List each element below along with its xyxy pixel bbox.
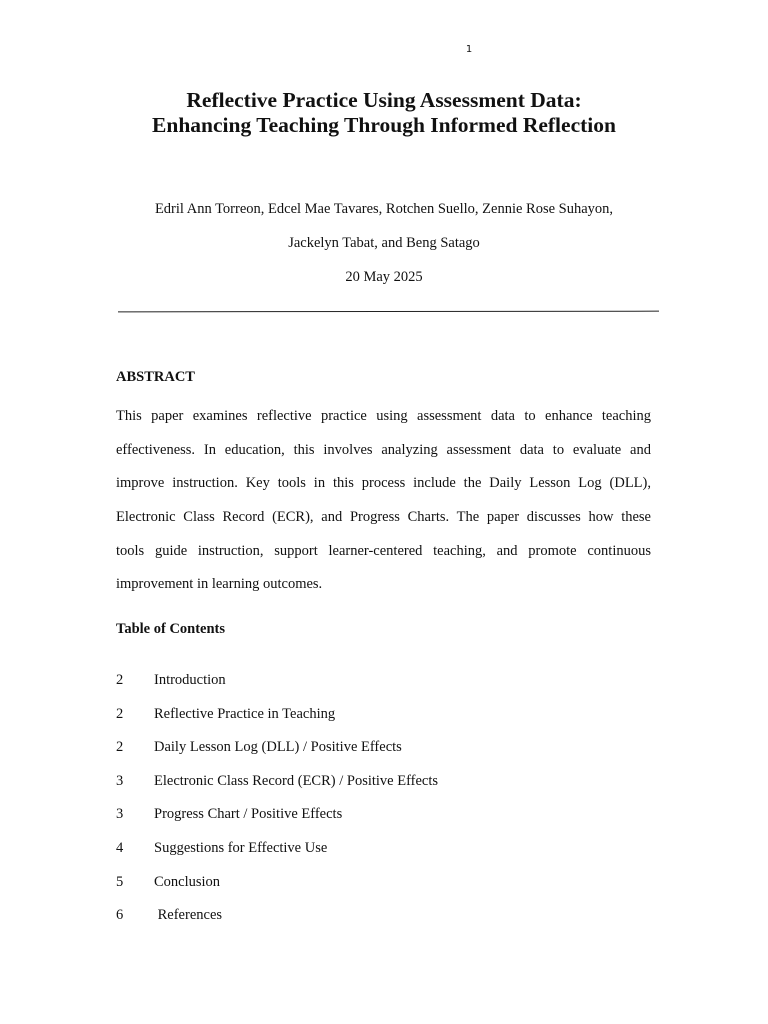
abstract-line: Electronic Class Record (ECR), and Progress Charts. The paper discusses how these: [116, 509, 651, 526]
toc-entry-page: 2: [116, 672, 124, 688]
abstract-line: improve instruction. Key tools in this process include the Daily Lesson Log (DLL),: [116, 475, 651, 492]
paper-title-line-2: Enhancing Teaching Through Informed Reflection: [152, 113, 616, 137]
toc-entry[interactable]: [116, 669, 636, 703]
toc-entry-title: Introduction: [154, 672, 226, 688]
toc-entry-title: Electronic Class Record (ECR) / Positive Effects: [154, 772, 439, 789]
toc-entry-page: 3: [116, 806, 124, 823]
toc-entry-title: References: [154, 907, 223, 924]
toc-entry-title: Conclusion: [154, 873, 221, 890]
toc-entry[interactable]: [116, 736, 636, 770]
toc-entry-page: 6: [116, 907, 124, 924]
toc-entry[interactable]: [116, 770, 636, 804]
abstract-body: [116, 400, 651, 602]
title-separator-rule: [118, 311, 659, 313]
toc-entry-page: 2: [116, 739, 124, 756]
toc-entry[interactable]: [116, 904, 636, 938]
toc-entry-page: 5: [116, 873, 124, 890]
author-list-line-2: Jackelyn Tabat, and Beng Satago: [288, 235, 480, 251]
toc-entry-page: 2: [116, 705, 124, 722]
abstract-line: effectiveness. In education, this involves analyzing assessment data to evaluate and: [116, 441, 651, 458]
toc-entry[interactable]: [116, 803, 636, 837]
toc-entry-title: Reflective Practice in Teaching: [154, 705, 336, 722]
table-of-contents: [116, 669, 636, 938]
toc-entry-title: Suggestions for Effective Use: [154, 839, 328, 856]
paper-title: [0, 88, 768, 138]
publication-date: 20 May 2025: [345, 269, 423, 285]
paper-title-line-1: Reflective Practice Using Assessment Data:: [186, 88, 582, 112]
toc-entry-title: Progress Chart / Positive Effects: [154, 806, 343, 823]
abstract-heading: ABSTRACT: [116, 369, 195, 385]
abstract-line: improvement in learning outcomes.: [116, 576, 323, 593]
author-list-line-1: Edril Ann Torreon, Edcel Mae Tavares, Rotchen Suello, Zennie Rose Suhayon,: [154, 201, 614, 217]
toc-entry-page: 4: [116, 839, 124, 856]
abstract-line: tools guide instruction, support learner-centered teaching, and promote continuous: [116, 542, 651, 559]
toc-entry[interactable]: [116, 703, 636, 737]
toc-heading: Table of Contents: [116, 621, 226, 637]
page-number: 1: [465, 44, 473, 55]
toc-entry-page: 3: [116, 772, 124, 789]
toc-entry[interactable]: [116, 837, 636, 871]
toc-entry[interactable]: [116, 871, 636, 905]
abstract-line: This paper examines reflective practice using assessment data to enhance teaching: [116, 408, 651, 424]
toc-entry-title: Daily Lesson Log (DLL) / Positive Effects: [154, 739, 402, 756]
